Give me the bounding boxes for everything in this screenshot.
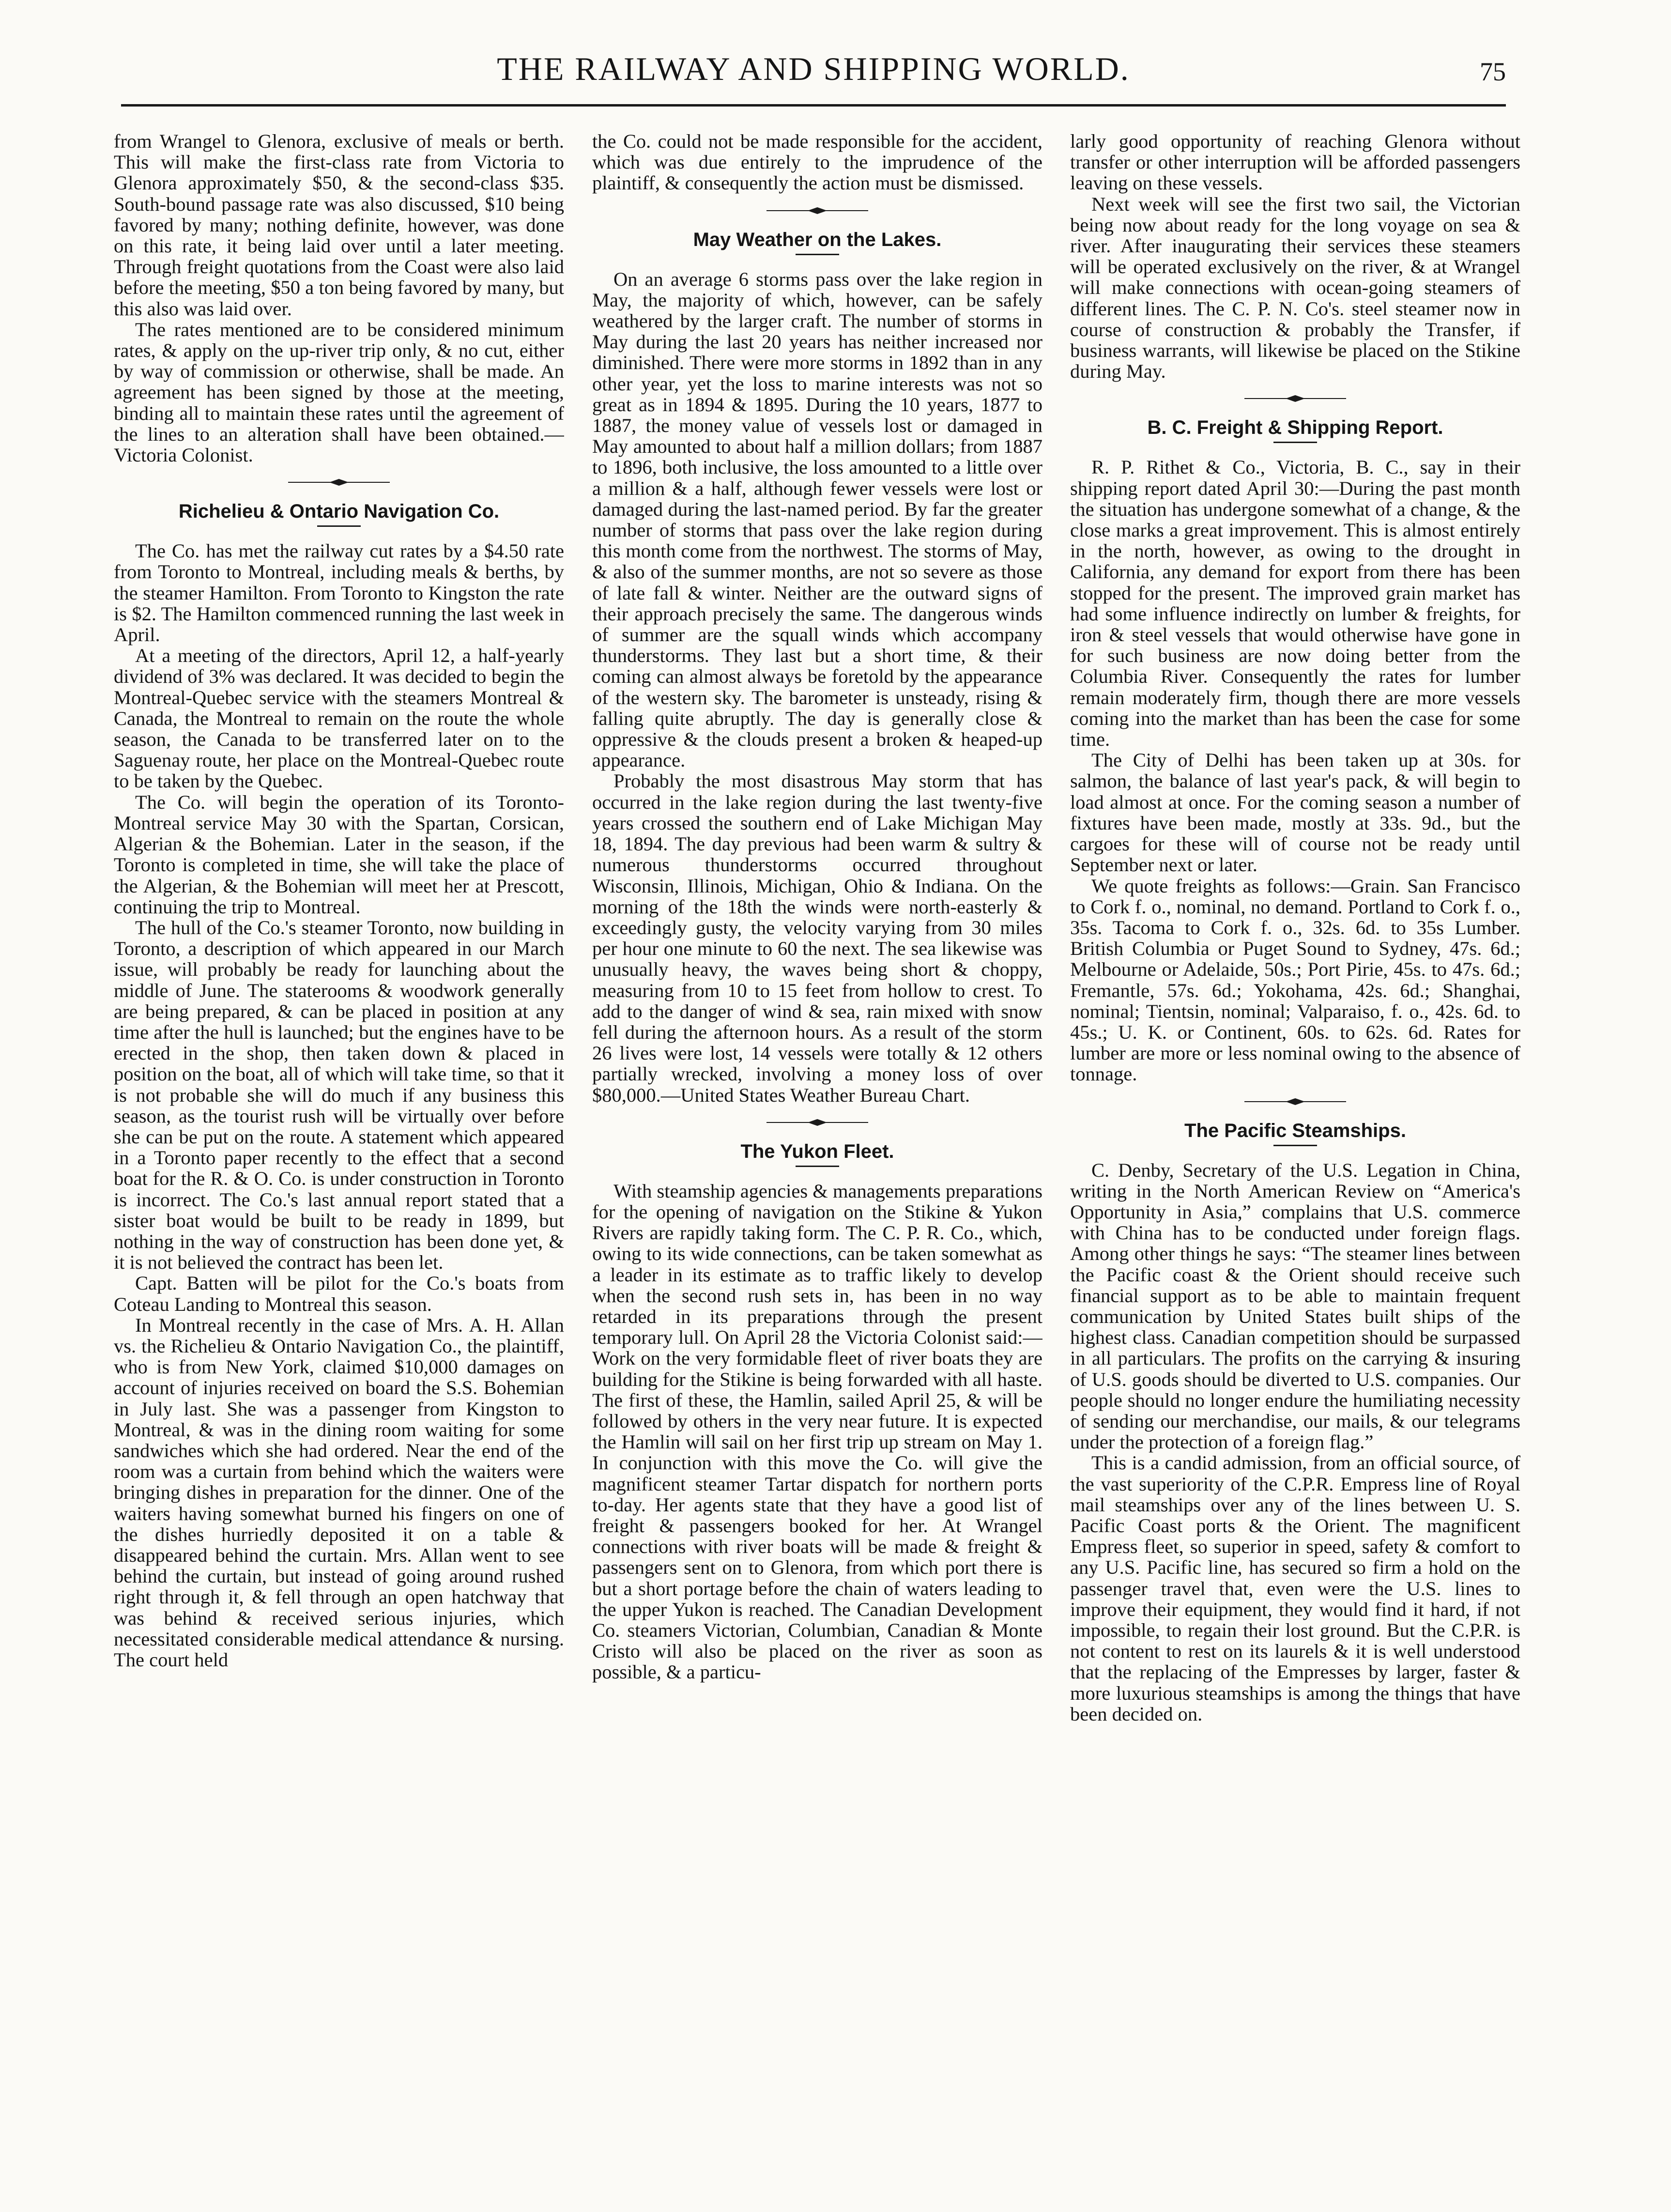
article-paragraph: The hull of the Co.'s steamer Toronto, now building in Toronto, a description of which appeared in our March issue, will probably be ready for launching about the middle of June. The staterooms & woodwork generally are being prepared, & can be placed in position at any time after the hull is launched; but the engines have to be erected in the shop, then taken down & placed in position on the boat, all of which will take time, so that it is not probable she will do much if any business this season, as the tourist rush will be virtually over before she can be put on the route. A statement which appeared in a Toronto paper recently to the effect that a second boat for the R. & O. Co. is under construction in Toronto is incorrect. The Co.'s last annual report stated that a sister boat would be built to be ready in 1899, but nothing in the way of construction has been done yet, & it is not believed the contract has been let.	[114, 916, 564, 1274]
article-paragraph: With steamship agencies & managements preparations for the opening of navigation on the Stikine & Yukon Rivers are rapidly taking form. The C. P. R. Co., which, owing to its wide connections, can be taken somewhat as a leader in its estimate as to traffic likely to develop when the second rush sets in, has been in no way retarded in its preparations through the present temporary lull. On April 28 the Victoria Colonist said:—Work on the very formidable fleet of river boats they are building for the Stikine is being forwarded with all haste. The first of these, the Hamlin, sailed April 25, & will be followed by others in the very near future. It is expected the Hamlin will sail on her first trip up stream on May 1. In conjunction with this move the Co. will give the magnificent steamer Tartar dispatch for northern ports to-day. Her agents state that they have a good list of freight & passengers booked for her. At Wrangel connections with river boats will be made & freight & passengers sent on to Glenora, from which port there is but a short portage before the chain of waters leading to the upper Yukon is reached. The Canadian Development Co. steamers Victorian, Columbian, Canadian & Monte Cristo will also be placed on the river as soon as possible, & a particu-	[592, 1180, 1042, 1683]
column-1	[114, 131, 564, 2174]
article-paragraph: In Montreal recently in the case of Mrs. A. H. Allan vs. the Richelieu & Ontario Navigation Co., the plaintiff, who is from New York, claimed $10,000 damages on account of injuries received on board the S.S. Bohemian in July last. She was a passenger from Kingston to Montreal, & was in the dining room waiting for some sandwiches which she had ordered. Near the end of the room was a curtain from behind which the waiters were bringing dishes in preparation for the dinner. One of the waiters having somewhat burned his fingers on one of the dishes hurriedly deposited it on a table & disappeared behind the curtain. Mrs. Allan went to see behind the curtain, but instead of going around rushed right through it, & fell through an open hatchway that was behind & received serious injuries, which necessitated considerable medical attendance & nursing. The court held	[114, 1314, 564, 1671]
masthead	[121, 46, 1506, 107]
article-paragraph: Probably the most disastrous May storm that has occurred in the lake region during the last twenty-five years crossed the southern end of Lake Michigan May 18, 1894. The day previous had been warm & sultry & numerous thunderstorms occurred throughout Wisconsin, Illinois, Michigan, Ohio & Indiana. On the morning of the 18th the winds were north-easterly & exceedingly gusty, the velocity varying from 30 miles per hour one minute to 60 the next. The sea likewise was unusually heavy, the waves being short & choppy, measuring from 10 to 15 feet from hollow to crest. To add to the danger of wind & sea, rain mixed with snow fell during the afternoon hours. As a result of the storm 26 lives were lost, 14 vessels were totally & 12 others partially wrecked, involving a money loss of over $80,000.—United States Weather Bureau Chart.	[592, 770, 1042, 1106]
article-paragraph: Next week will see the first two sail, the Victorian being now about ready for the long voyage on sea & river. After inaugurating their services these steamers will be operated exclusively on the river, & at Wrangel will make connections with ocean-going steamers of different lines. The C. P. N. Co's. steel steamer now in course of construction & probably the Transfer, if business warrants, will likewise be placed on the Stikine during May.	[1070, 193, 1520, 383]
article-paragraph: from Wrangel to Glenora, exclusive of meals or berth. This will make the first-class rate from Victoria to Glenora approximately $50, & the second-class $35. South-bound passage rate was also discussed, $10 being favored by many; nothing definite, however, was done on this rate, it being laid over until a later meeting. Through freight quotations from the Coast were also laid before the meeting, $50 a ton being favored by many, but this also was laid over.	[114, 131, 564, 320]
tailpiece-ornament	[1240, 1096, 1351, 1107]
article-paragraph: Capt. Batten will be pilot for the Co.'s boats from Coteau Landing to Montreal this season.	[114, 1272, 564, 1315]
article-paragraph: The Co. has met the railway cut rates by a $4.50 rate from Toronto to Montreal, including meals & berths, by the steamer Hamilton. From Toronto to Kingston the rate is $2. The Hamilton commenced running the last week in April.	[114, 540, 564, 646]
section-heading: May Weather on the Lakes.	[693, 229, 942, 250]
publication-title: THE RAILWAY AND SHIPPING WORLD.	[497, 50, 1130, 87]
article-paragraph: This is a candid admission, from an official source, of the vast superiority of the C.P.R. Empress line of Royal mail steamships over any of the lines between U. S. Pacific Coast ports & the Orient. The magnificent Empress fleet, so superior in speed, safety & comfort to any U.S. Pacific line, has secured so firm a hold on the passenger travel that, even were the U.S. lines to improve their equipment, they would find it hard, if not impossible, to regain their lost ground. But the C.P.R. is not content to rest on its laurels & it is well understood that the replacing of the Empresses by larger, faster & more luxurious steamships is among the things that have been decided on.	[1070, 1452, 1520, 1725]
tailpiece-ornament	[762, 205, 873, 216]
article-paragraph: C. Denby, Secretary of the U.S. Legation in China, writing in the North American Review on “America's Opportunity in Asia,” complains that U.S. commerce with China has to be conducted under foreign flags. Among other things he says: “The steamer lines between the Pacific coast & the Orient should receive such financial support as to be able to maintain frequent communication by United States built ships of the highest class. Canadian competition should be surpassed in all particulars. The profits on the carrying & insuring of U.S. goods should be diverted to U.S. companies. Our people should no longer endure the humiliating necessity of sending our merchandise, our mails, & our telegrams under the protection of a foreign flag.”	[1070, 1159, 1520, 1453]
heading-rule	[796, 254, 839, 255]
article-paragraph: the Co. could not be made responsible for the accident, which was due entirely to the imprudence of the plaintiff, & consequently the action must be dismissed.	[592, 131, 1042, 194]
column-2	[592, 131, 1042, 2174]
article-paragraph: The rates mentioned are to be considered minimum rates, & apply on the up-river trip only, & no cut, either by way of commission or otherwise, shall be made. An agreement has been signed by those at the meeting, binding all to maintain these rates until the agreement of the lines to an alteration shall have been obtained.—Victoria Colonist.	[114, 318, 564, 466]
article-paragraph: larly good opportunity of reaching Glenora without transfer or other interruption will be afforded passengers leaving on these vessels.	[1070, 131, 1520, 194]
article-paragraph: The City of Delhi has been taken up at 30s. for salmon, the balance of last year's pack, & will begin to load almost at once. For the coming season a number of fixtures have been made, mostly at 33s. 9d., but the cargoes for these will of course not be ready until September next or later.	[1070, 749, 1520, 876]
article-paragraph: We quote freights as follows:—Grain. San Francisco to Cork f. o., nominal, no demand. Portland to Cork f. o., 35s. Tacoma to Cork f. o., 32s. 6d. to 35s Lumber. British Columbia or Puget Sound to Sydney, 47s. 6d.; Melbourne or Adelaide, 50s.; Port Pirie, 45s. to 47s. 6d.; Fremantle, 57s. 6d.; Yokohama, 42s. 6d.; Shanghai, nominal; Tientsin, nominal; Valparaiso, f. o., 42s. 6d. to 45s.; U. K. or Continent, 60s. to 62s. 6d. Rates for lumber are more or less nominal owing to the absence of tonnage.	[1070, 875, 1520, 1085]
page-number: 75	[1480, 57, 1506, 86]
article-paragraph: On an average 6 storms pass over the lake region in May, the majority of which, however, can be safely weathered by the larger craft. The number of storms in May during the last 20 years has neither increased nor diminished. There were more storms in 1892 than in any other year, yet the loss to marine interests was not so great as in 1894 & 1895. During the 10 years, 1877 to 1887, the money value of vessels lost or damaged in May amounted to about half a million dollars; from 1887 to 1896, both inclusive, the loss amounted to a little over a million & a half, although fewer vessels were lost or damaged during the last-named period. By far the greater number of storms that pass over the lake region during this month come from the northwest. The storms of May, & also of the summer months, are not so severe as those of late fall & winter. Neither are the outward signs of their approach precisely the same. The dangerous winds of summer are the squall winds which accompany thunderstorms. They last but a short time, & their coming can almost always be foretold by the appearance of the western sky. The barometer is unsteady, rising & falling quite abruptly. The day is generally close & oppressive & the clouds present a broken & heaped-up appearance.	[592, 268, 1042, 771]
article-paragraph: The Co. will begin the operation of its Toronto-Montreal service May 30 with the Spartan, Corsican, Algerian & the Bohemian. Later in the season, if the Toronto is completed in time, she will take the place of the Algerian, & the Bohemian will meet her at Prescott, continuing the trip to Montreal.	[114, 791, 564, 918]
heading-rule	[317, 525, 361, 527]
tailpiece-ornament	[283, 477, 395, 488]
article-paragraph: At a meeting of the directors, April 12, a half-yearly dividend of 3% was declared. It was decided to begin the Montreal-Quebec service with the steamers Montreal & Canada, the Montreal to remain on the route the whole season, the Canada to be transferred later on to the Saguenay route, her place on the Montreal-Quebec route to be taken by the Quebec.	[114, 645, 564, 792]
heading-rule	[1273, 1145, 1317, 1146]
section-heading: The Yukon Fleet.	[740, 1140, 894, 1162]
section-heading: Richelieu & Ontario Navigation Co.	[178, 501, 500, 522]
section-heading: B. C. Freight & Shipping Report.	[1147, 417, 1443, 439]
tailpiece-ornament	[1240, 393, 1351, 404]
article-paragraph: R. P. Rithet & Co., Victoria, B. C., say in their shipping report dated April 30:—During the past month the situation has undergone somewhat of a change, & the close marks a great improvement. This is almost entirely in the north, however, as owing to the drought in California, any demand for export from there has been stopped for the present. The improved grain market has had some influence indirectly on lumber & freights, for iron & steel vessels that would otherwise have gone in for such business are now doing better from the Columbia River. Consequently the rates for lumber remain moderately firm, though there are more vessels coming into the market than has been the case for some time.	[1070, 456, 1520, 751]
section-heading: The Pacific Steamships.	[1184, 1120, 1406, 1141]
heading-rule	[796, 1166, 839, 1167]
heading-rule	[1273, 442, 1317, 443]
column-3	[1070, 131, 1520, 2174]
tailpiece-ornament	[762, 1117, 873, 1128]
